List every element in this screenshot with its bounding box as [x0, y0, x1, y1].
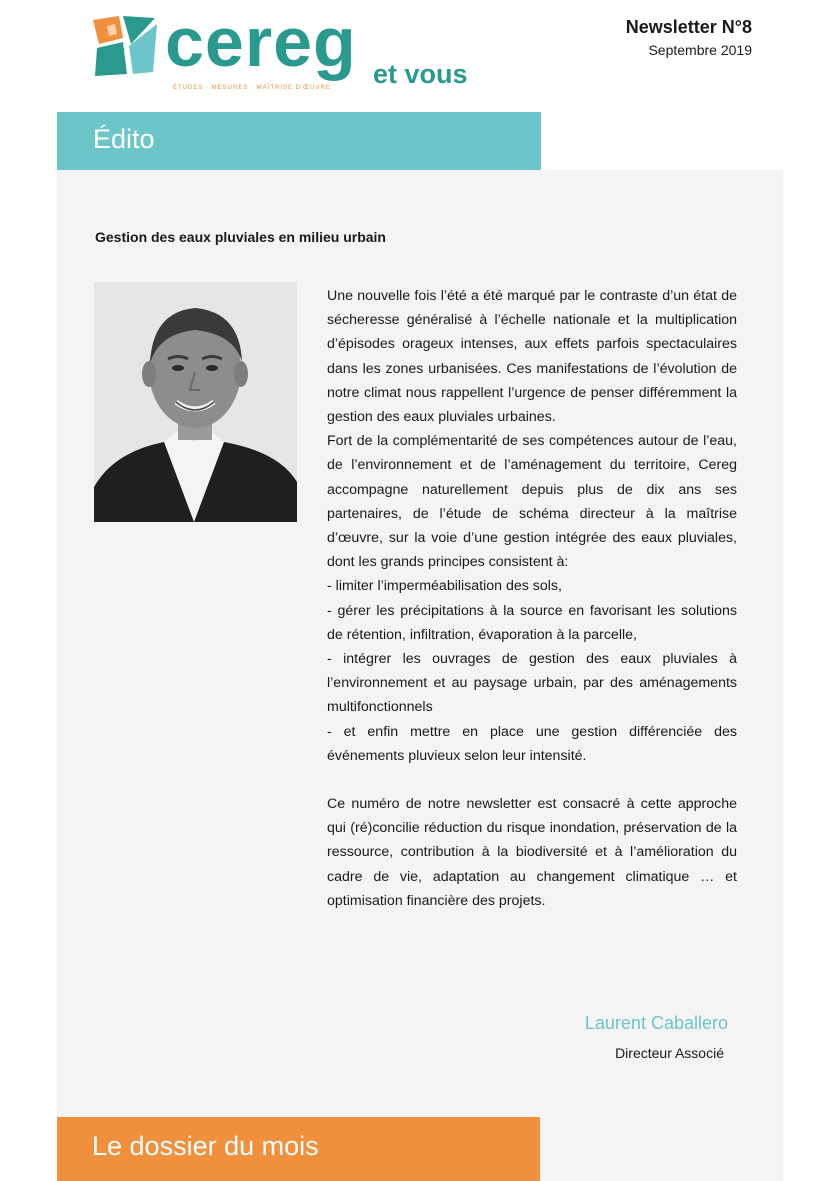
- article-title: Gestion des eaux pluviales en milieu urbain: [95, 229, 386, 245]
- edito-paragraph: Fort de la complémentarité de ses compétences autour de l’eau, de l’environnement et de l’aménagement du territoire, Cereg accompagne naturellement depuis plus de dix ans ses partenaires, de l’étude de schéma directeur à la maîtrise d’œuvre, sur la voie d’une gestion intégrée des eaux pluviales, dont les grands principes consistent à:: [327, 433, 737, 571]
- cereg-logo: [93, 3, 493, 96]
- signature-role: Directeur Associé: [615, 1045, 724, 1061]
- logo-suffix: et vous: [373, 59, 468, 89]
- edito-paragraph: Une nouvelle fois l’été a été marqué par le contraste d’un état de sécheresse généralisé à l’échelle nationale et la multiplication d’épisodes orageux intenses, aux effets parfois spectaculaires dans les zones urbanisées. Ces manifestations de l’évolution de notre climat nous rappellent l’urgence de penser différemment la gestion des eaux pluviales urbaines.: [327, 288, 737, 426]
- signature-name: Laurent Caballero: [584, 1013, 728, 1033]
- edito-bullet: - gérer les précipitations à la source en favorisant les solutions de rétention, infiltration, évaporation à la parcelle,: [327, 602, 737, 643]
- edito-section-label: Édito: [93, 124, 155, 154]
- logo-wordmark: cereg: [165, 3, 357, 81]
- dossier-section-label: Le dossier du mois: [92, 1131, 319, 1161]
- edito-bullet: - et enfin mettre en place une gestion différenciée des événements pluvieux selon leur intensité.: [327, 723, 737, 764]
- paragraph-spacer: [327, 768, 737, 792]
- newsletter-date: Septembre 2019: [648, 42, 752, 58]
- edito-bullet: - limiter l’imperméabilisation des sols,: [327, 578, 562, 595]
- cereg-logo-mark-icon: [93, 16, 159, 78]
- author-portrait: [94, 282, 297, 522]
- edito-section-header: [57, 112, 541, 170]
- portrait-photo-icon: [94, 282, 297, 522]
- dossier-section-header: [57, 1117, 540, 1181]
- newsletter-number: Newsletter N°8: [625, 17, 752, 37]
- edito-body: [327, 284, 737, 913]
- logo-tagline: ÉTUDES · MESURES · MAÎTRISE D'ŒUVRE: [173, 85, 331, 91]
- newsletter-header: [626, 17, 752, 58]
- edito-bullet: - intégrer les ouvrages de gestion des eaux pluviales à l’environnement et au paysage urbain, par des aménagements multifonctionnels: [327, 651, 737, 716]
- edito-paragraph: Ce numéro de notre newsletter est consacré à cette approche qui (ré)concilie réduction du risque inondation, préservation de la ressource, contribution à la biodiversité et à l’amélioration du cadre de vie, adaptation au changement climatique … et optimisation financière des projets.: [327, 796, 737, 909]
